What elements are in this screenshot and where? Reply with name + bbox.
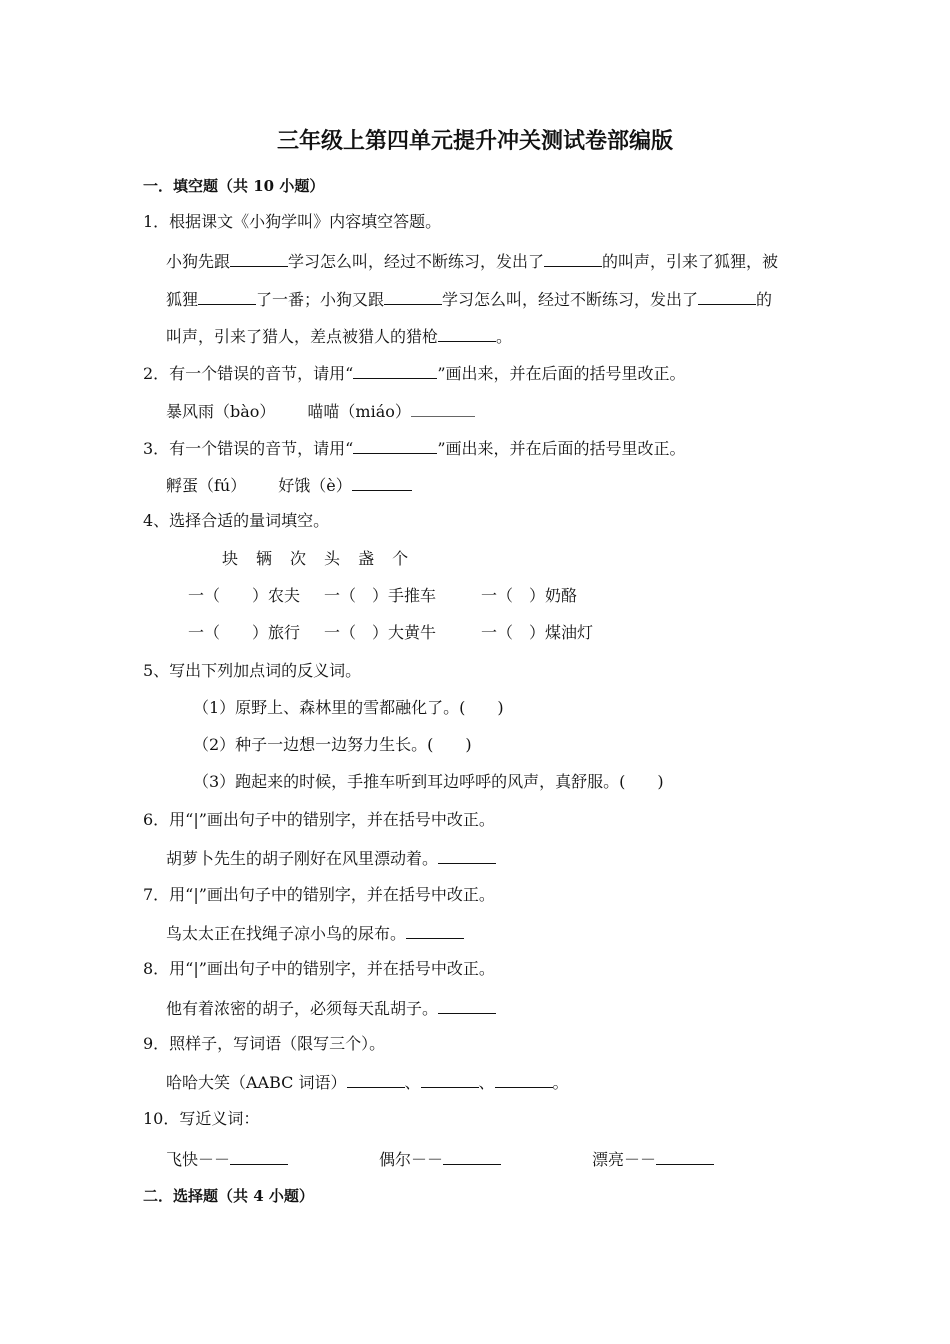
measure-word: 个 xyxy=(392,549,409,568)
section-1-heading: 一．填空题（共 10 小题） xyxy=(143,177,325,195)
text: 飞快－－ xyxy=(166,1150,231,1169)
text: 叫声，引来了猎人，差点被猎人的猎枪 xyxy=(166,327,439,346)
question-2-stem xyxy=(143,362,686,384)
underline-sample xyxy=(353,437,437,454)
text: 了一番；小狗又跟 xyxy=(256,290,385,309)
question-9-answer-line xyxy=(166,1071,569,1093)
text: 学习怎么叫，经过不断练习，发出了 xyxy=(288,252,545,271)
text: 哈哈大笑（AABC 词语） xyxy=(166,1073,347,1092)
text: 学习怎么叫，经过不断练习，发出了 xyxy=(442,290,699,309)
text: 小狗先跟 xyxy=(166,252,231,271)
text: 漂亮－－ xyxy=(592,1150,657,1169)
measure-word: 块 xyxy=(222,549,239,568)
text: 的 xyxy=(756,290,773,309)
question-7-stem: 7．用“|”画出句子中的错别字，并在括号中改正。 xyxy=(143,885,495,904)
answer-blank[interactable] xyxy=(230,250,288,267)
pinyin-item: 好饿（è） xyxy=(278,476,352,495)
question-3-items xyxy=(166,474,412,496)
question-4-row-1-item-3: 一（ ）奶酪 xyxy=(481,586,578,605)
answer-blank[interactable] xyxy=(438,997,496,1014)
question-1-line-2 xyxy=(166,288,772,310)
question-1-line-1 xyxy=(166,250,778,272)
answer-blank[interactable] xyxy=(411,400,475,417)
question-4-row-2-item-3: 一（ ）煤油灯 xyxy=(481,623,594,642)
question-5-item-1: （1）原野上、森林里的雪都融化了。( ) xyxy=(193,698,504,717)
question-4-row-1-item-1: 一（ ）农夫 xyxy=(188,586,301,605)
answer-blank[interactable] xyxy=(198,288,256,305)
separator: 、 xyxy=(404,1073,421,1092)
pinyin-item: 暴风雨（bào） xyxy=(166,402,276,421)
answer-blank[interactable] xyxy=(438,847,496,864)
question-6-stem: 6．用“|”画出句子中的错别字，并在括号中改正。 xyxy=(143,810,495,829)
answer-blank[interactable] xyxy=(421,1071,479,1088)
answer-blank[interactable] xyxy=(347,1071,405,1088)
text: ”画出来，并在后面的括号里改正。 xyxy=(437,439,686,458)
answer-blank[interactable] xyxy=(698,288,756,305)
question-10-item-3 xyxy=(592,1148,714,1170)
question-6-sentence xyxy=(166,847,496,869)
answer-blank[interactable] xyxy=(352,474,412,491)
underline-sample xyxy=(353,362,437,379)
pinyin-item: 孵蛋（fú） xyxy=(166,476,247,495)
measure-word: 头 xyxy=(324,549,341,568)
question-4-stem: 4、选择合适的量词填空。 xyxy=(143,511,330,530)
question-1-stem: 1．根据课文《小狗学叫》内容填空答题。 xyxy=(143,212,442,231)
measure-word-bank xyxy=(222,549,408,569)
question-7-sentence xyxy=(166,922,464,944)
answer-blank[interactable] xyxy=(544,250,602,267)
question-5-item-2: （2）种子一边想一边努力生长。( ) xyxy=(193,735,472,754)
section-2-heading: 二．选择题（共 4 小题） xyxy=(143,1187,314,1205)
measure-word: 次 xyxy=(290,549,307,568)
question-8-stem: 8．用“|”画出句子中的错别字，并在括号中改正。 xyxy=(143,959,495,978)
answer-blank[interactable] xyxy=(656,1148,714,1165)
text: 偶尔－－ xyxy=(379,1150,444,1169)
text: 3．有一个错误的音节，请用“ xyxy=(143,439,354,458)
text: 。 xyxy=(552,1073,569,1092)
question-9-stem: 9．照样子，写词语（限写三个）。 xyxy=(143,1034,386,1053)
text: 胡萝卜先生的胡子刚好在风里漂动着。 xyxy=(166,849,439,868)
question-10-stem: 10．写近义词： xyxy=(143,1109,260,1128)
text: 鸟太太正在找绳子凉小鸟的尿布。 xyxy=(166,924,407,943)
text: 他有着浓密的胡子，必须每天乱胡子。 xyxy=(166,999,439,1018)
answer-blank[interactable] xyxy=(406,922,464,939)
question-3-stem xyxy=(143,437,686,459)
text: ”画出来，并在后面的括号里改正。 xyxy=(437,364,686,383)
question-10-item-1 xyxy=(166,1148,288,1170)
answer-blank[interactable] xyxy=(495,1071,553,1088)
text: 的叫声，引来了狐狸，被 xyxy=(602,252,779,271)
text: 。 xyxy=(496,327,513,346)
question-1-line-3 xyxy=(166,325,512,347)
page-title: 三年级上第四单元提升冲关测试卷部编版 xyxy=(276,128,673,154)
answer-blank[interactable] xyxy=(438,325,496,342)
question-5-item-3: （3）跑起来的时候，手推车听到耳边呼呼的风声，真舒服。( ) xyxy=(193,772,664,791)
question-4-row-2-item-1: 一（ ）旅行 xyxy=(188,623,301,642)
question-4-row-1-item-2: 一（ ）手推车 xyxy=(324,586,437,605)
answer-blank[interactable] xyxy=(384,288,442,305)
question-2-items xyxy=(166,400,475,422)
answer-blank[interactable] xyxy=(230,1148,288,1165)
question-4-row-2-item-2: 一（ ）大黄牛 xyxy=(324,623,437,642)
question-5-stem: 5、写出下列加点词的反义词。 xyxy=(143,661,362,680)
measure-word: 盏 xyxy=(358,549,375,568)
measure-word: 辆 xyxy=(256,549,273,568)
pinyin-item: 喵喵（miáo） xyxy=(307,402,411,421)
answer-blank[interactable] xyxy=(443,1148,501,1165)
question-10-item-2 xyxy=(379,1148,501,1170)
separator: 、 xyxy=(478,1073,495,1092)
question-8-sentence xyxy=(166,997,496,1019)
text: 狐狸 xyxy=(166,290,199,309)
text: 2．有一个错误的音节，请用“ xyxy=(143,364,354,383)
